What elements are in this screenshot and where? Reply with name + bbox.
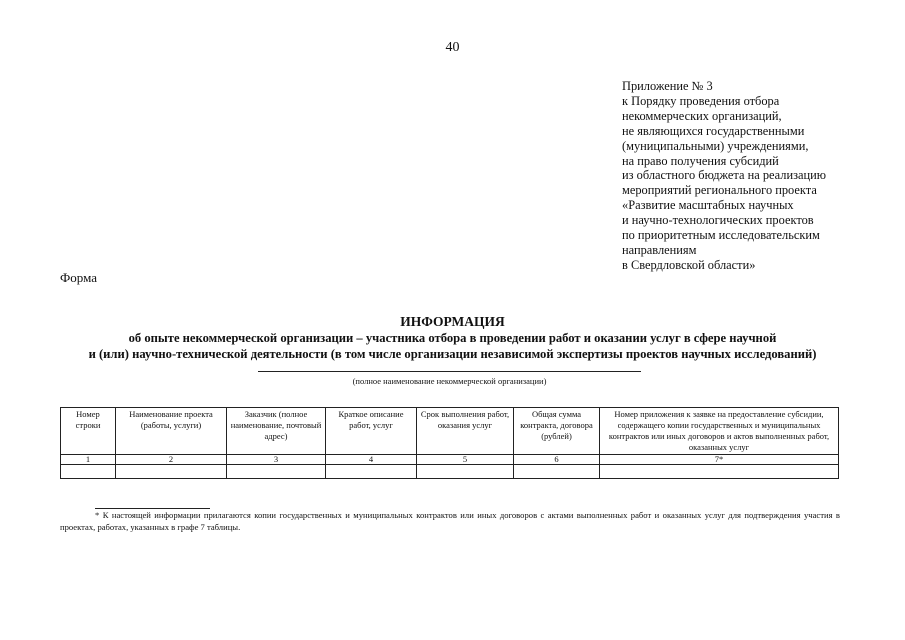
appendix-line: мероприятий регионального проекта [622,183,817,198]
column-number: 5 [417,455,514,465]
table-cell [116,465,227,479]
table-cell [417,465,514,479]
appendix-line: Приложение № 3 [622,79,713,93]
appendix-block [622,79,882,273]
appendix-line: по приоритетным исследовательским [622,228,820,243]
document-title: ИНФОРМАЦИЯ [400,314,505,329]
appendix-line: не являющихся государственными [622,123,805,138]
column-header-customer: Заказчик (полное наименование, почтовый адрес) [227,408,326,455]
column-number: 1 [61,455,116,465]
table-cell [326,465,417,479]
column-header-contract-sum: Общая сумма контракта, договора (рублей) [514,408,600,455]
column-header-description: Краткое описание работ, услуг [326,408,417,455]
appendix-line: из областного бюджета на реализацию [622,168,827,183]
page-number: 40 [445,40,460,55]
appendix-line: (муниципальными) учреждениями, [622,138,809,153]
document-subtitle-line-1: об опыте некоммерческой организации – участника отбора в проведении работ и оказании услуг в сфере научной [128,331,777,345]
column-number: 4 [326,455,417,465]
form-label: Форма [60,270,97,285]
experience-table [60,407,839,479]
appendix-line: и научно-технологических проектов [622,213,814,228]
appendix-line: «Развитие масштабных научных [622,198,794,213]
appendix-line: к Порядку проведения отбора [622,93,780,108]
column-number: 3 [227,455,326,465]
appendix-line: направлениям [622,242,697,257]
column-header-term: Срок выполнения работ, оказания услуг [417,408,514,455]
table-cell [227,465,326,479]
table-cell [514,465,600,479]
column-numbers-row [61,455,839,465]
organization-name-field-line [258,371,641,372]
table-row [61,465,839,479]
column-header-project-name: Наименование проекта (работы, услуги) [116,408,227,455]
column-number: 2 [116,455,227,465]
table-cell [600,465,839,479]
document-subtitle-line-2: и (или) научно-технической деятельности (в том числе организации независимой экспертизы проектов научных исследований) [88,347,817,361]
appendix-line: в Свердловской области» [622,257,756,272]
column-number: 7* [600,455,839,465]
table-cell [61,465,116,479]
column-header-attachment-number: Номер приложения к заявке на предоставление субсидии, содержащего копии государственных и муниципальных контрактов или иных договоров и актов выполненных работ, оказанных услуг [600,408,839,455]
footnote: * К настоящей информации прилагаются копии государственных и муниципальных контрактов или иных договоров с актами выполненных работ и оказанных услуг для подтверждения участия в проектах, работах, указанных в графе 7 таблицы. [60,510,840,532]
footnote-separator [95,508,210,509]
column-number: 6 [514,455,600,465]
organization-name-caption: (полное наименование некоммерческой организации) [352,376,547,386]
appendix-line: на право получения субсидий [622,153,779,168]
column-header-row-number: Номер строки [61,408,116,455]
table-header-row [61,408,839,455]
appendix-line: некоммерческих организаций, [622,108,782,123]
